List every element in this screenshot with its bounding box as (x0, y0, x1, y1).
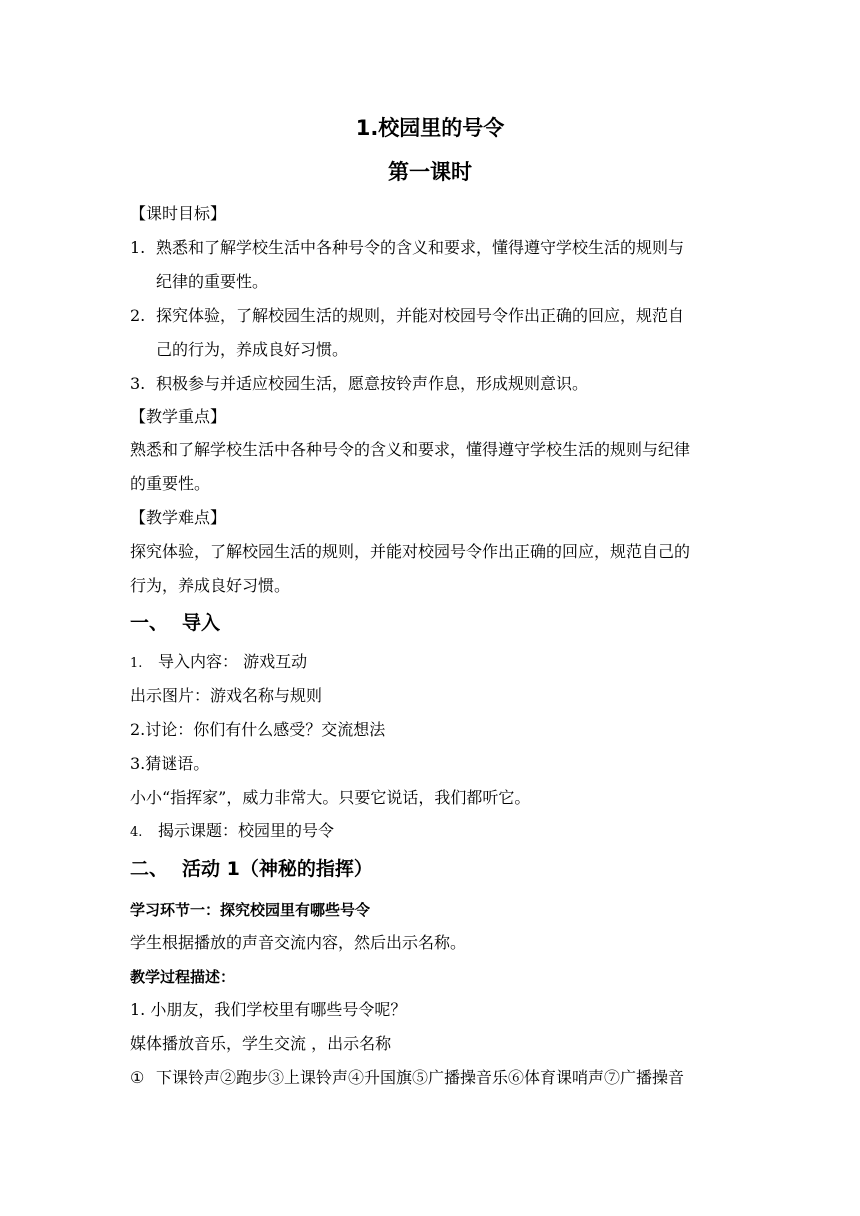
objectives-heading: 【课时目标】 (130, 204, 227, 223)
key-point-text-continued: 的重要性。 (130, 474, 211, 493)
objective-text: 熟悉和了解学校生活中各种号令的含义和要求，懂得遵守学校生活的规则与 (156, 238, 685, 257)
question-1: 1. 小朋友，我们学校里有哪些号令呢？ (130, 1000, 407, 1019)
objective-text: 积极参与并适应校园生活，愿意按铃声作息，形成规则意识。 (156, 374, 589, 393)
difficulty-heading: 【教学难点】 (130, 508, 227, 527)
difficulty-text-continued: 行为，养成良好习惯。 (130, 576, 291, 595)
section-2-heading (130, 852, 730, 886)
learning-step-heading: 学习环节一：探究校园里有哪些号令 (130, 901, 371, 919)
section-title: 活动 1（神秘的指挥） (182, 858, 373, 880)
item-text: 导入内容： 游戏互动 (158, 652, 308, 671)
process-heading: 教学过程描述： (130, 968, 236, 986)
media-line: 媒体播放音乐，学生交流 ，出示名称 (130, 1034, 392, 1053)
learning-step-text: 学生根据播放的声音交流内容，然后出示名称。 (130, 933, 467, 952)
list-text: 下课铃声②跑步③上课铃声④升国旗⑤广播操音乐⑥体育课哨声⑦广播操音 (156, 1068, 685, 1087)
objective-number: 1. (130, 238, 146, 257)
objective-item-3 (130, 367, 730, 401)
document-title: 1.校园里的号令 (355, 116, 505, 140)
lesson-subtitle: 第一课时 (388, 160, 472, 184)
list-marker: ① (130, 1068, 145, 1087)
key-point-heading: 【教学重点】 (130, 407, 227, 426)
objective-number: 3. (130, 374, 146, 393)
intro-item-2: 2.讨论：你们有什么感受？交流想法 (130, 720, 386, 739)
objective-item-1-continued: 纪律的重要性。 (156, 272, 269, 291)
section-number: 一、 (130, 612, 169, 634)
section-1-heading (130, 606, 730, 640)
objective-item-2 (130, 299, 730, 333)
objective-number: 2. (130, 306, 146, 325)
item-number: 4. (130, 825, 143, 840)
objective-item-2-continued: 己的行为，养成良好习惯。 (156, 340, 349, 359)
intro-item-4 (130, 814, 730, 850)
intro-item-1 (130, 645, 730, 681)
objective-item-1 (130, 231, 730, 265)
show-picture-line: 出示图片：游戏名称与规则 (130, 686, 323, 705)
command-list (130, 1061, 730, 1095)
item-number: 1. (130, 656, 143, 671)
key-point-text: 熟悉和了解学校生活中各种号令的含义和要求，懂得遵守学校生活的规则与纪律 (130, 440, 691, 459)
section-number: 二、 (130, 858, 169, 880)
riddle-text: 小小“指挥家”，威力非常大。只要它说话，我们都听它。 (130, 788, 531, 807)
difficulty-text: 探究体验，了解校园生活的规则，并能对校园号令作出正确的回应，规范自己的 (130, 542, 691, 561)
item-text: 揭示课题：校园里的号令 (158, 821, 335, 840)
section-title: 导入 (182, 612, 221, 634)
intro-item-3: 3.猜谜语。 (130, 754, 210, 773)
objective-text: 探究体验，了解校园生活的规则，并能对校园号令作出正确的回应，规范自 (156, 306, 685, 325)
